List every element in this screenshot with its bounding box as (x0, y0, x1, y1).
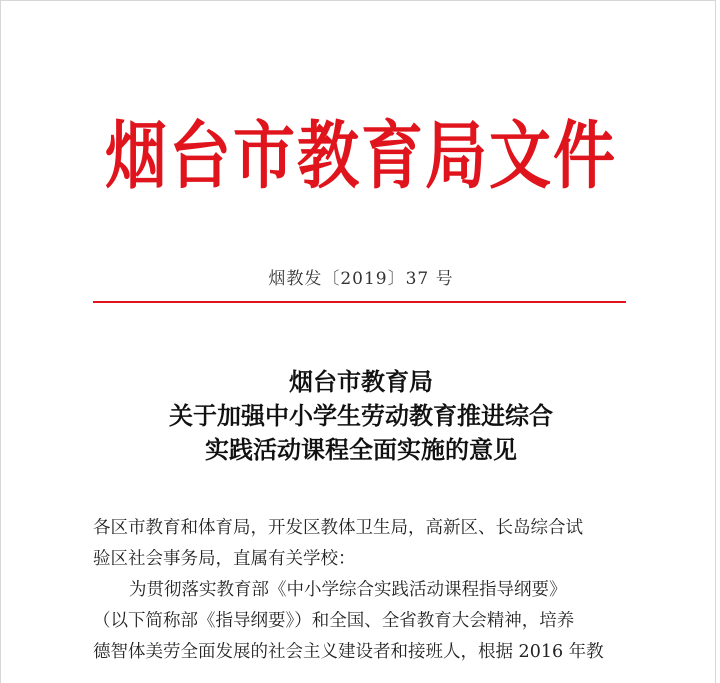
document-number: 烟教发〔2019〕37 号 (268, 269, 454, 289)
body-line-addressees: 各区市教育和体育局，开发区教体卫生局，高新区、长岛综合试 (93, 518, 583, 538)
body-line: （以下简称部《指导纲要》）和全国、全省教育大会精神，培养 (93, 611, 575, 631)
title-line: 实践活动课程全面实施的意见 (205, 435, 517, 464)
body-line: 德智体美劳全面发展的社会主义建设者和接班人，根据 2016 年教 (93, 642, 604, 662)
document-body (93, 513, 633, 668)
red-divider-line (93, 301, 626, 303)
masthead-title: 烟台市教育局文件 (104, 112, 617, 199)
title-line: 关于加强中小学生劳动教育推进综合 (169, 401, 553, 430)
document-title (1, 365, 720, 467)
title-line: 烟台市教育局 (289, 367, 433, 396)
body-line-addressees-cont: 验区社会事务局，直属有关学校： (93, 549, 356, 569)
body-line-paragraph-start: 为贯彻落实教育部《中小学综合实践活动课程指导纲要》 (129, 580, 567, 600)
